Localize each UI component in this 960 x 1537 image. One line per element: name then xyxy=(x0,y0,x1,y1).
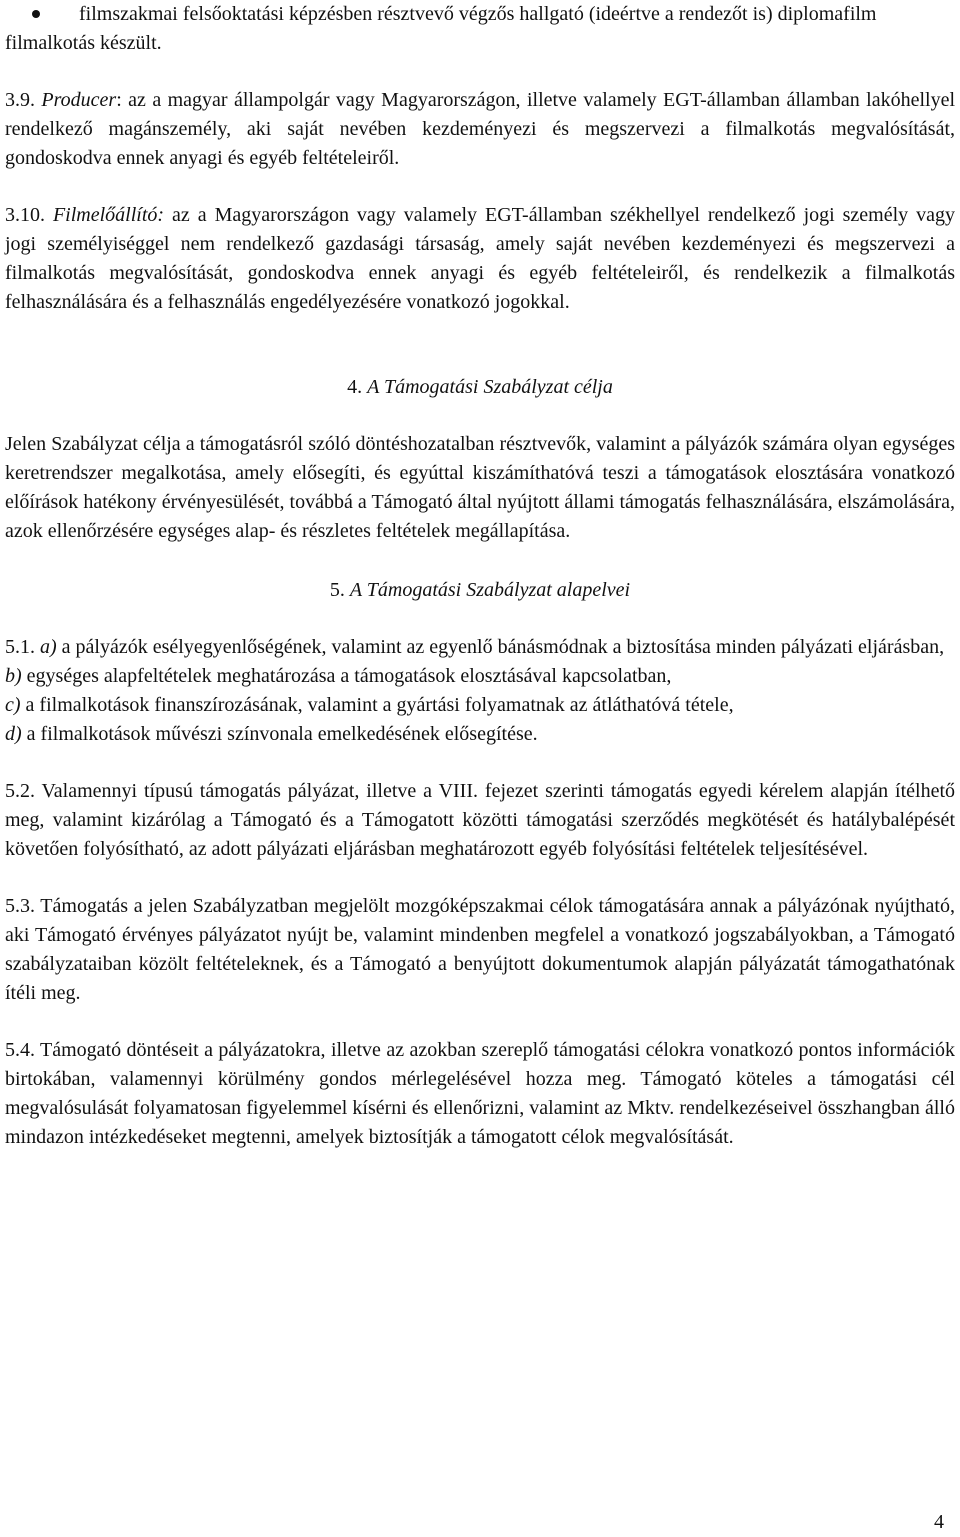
bullet-text xyxy=(5,0,955,58)
paragraph-5-1-b xyxy=(5,662,955,691)
document-page xyxy=(5,0,955,1152)
paragraph-5-1-c xyxy=(5,691,955,720)
paragraph-5-4: 5.4. Támogató döntéseit a pályázatokra, illetve az azokban szereplő támogatási célokra vonatkozó pontos információk birtokában, valamennyi körülmény gondos mérlegelésével hozza meg. Támogató köteles a támogatási cél megvalósulását folyamatosan figyelemmel kísérni és ellenőrizni, valamint az Mktv. rendelkezéseivel összhangban álló mindazon intézkedéseket megtenni, amelyek biztosítják a támogatott célok megvalósítását. xyxy=(5,1039,955,1148)
section-number: 5. xyxy=(329,579,345,601)
section-4-body: Jelen Szabályzat célja a támogatásról szóló döntéshozatalban résztvevők, valamint a pályázók számára olyan egységes keretrendszer megalkotása, amely elősegíti, és egyúttal kiszámíthatóvá teszi a támogatások elosztására vonatkozó előírások hatékony érvényesülését, továbbá a Támogató által nyújtott állami támogatás felhasználására, elszámolására, azok ellenőrzésére egységes alap- és részletes feltételek megállapítása. xyxy=(5,433,955,542)
list-label: d) xyxy=(5,723,22,745)
definition-text: az a Magyarországon vagy valamely EGT-államban székhellyel rendelkező jogi személy vagy jogi személyiséggel nem rendelkező gazdasági társaság, amely saját nevében kezdeményezi és megszervezi a filmalkotás megvalósítását, gondoskodva ennek anyagi és egyéb feltételeiről, és rendelkezik a filmalkotás felhasználására és a felhasználás engedélyezésére vonatkozó jogokkal. xyxy=(5,204,955,313)
definition-filmeloallito xyxy=(5,201,955,317)
bullet-line-1: filmszakmai felsőoktatási képzésben résztvevő végzős hallgató (ideértve a rendezőt is) diplomafilm xyxy=(79,3,877,25)
paragraph-5-1-a xyxy=(5,633,955,662)
page-number: 4 xyxy=(934,1511,944,1533)
list-text: egységes alapfeltételek meghatározása a támogatások elosztásával kapcsolatban, xyxy=(21,665,672,687)
section-number: 4. xyxy=(347,376,363,398)
definition-term: Filmelőállító: xyxy=(52,204,165,226)
list-text: a pályázók esélyegyenlőségének, valamint az egyenlő bánásmódnak a biztosítása minden pályázati eljárásban, xyxy=(56,636,945,658)
definition-text: : az a magyar állampolgár vagy Magyarországon, illetve valamely EGT-államban államban lakóhellyel rendelkező magánszemély, aki saját nevében kezdeményezi és megszervezi a filmalkotás megvalósítását, gondoskodva ennek anyagi és egyéb feltételeiről. xyxy=(5,89,956,169)
bullet-dot-icon xyxy=(32,10,40,18)
paragraph-5-1-d xyxy=(5,720,955,749)
section-title: A Támogatási Szabályzat alapelvei xyxy=(349,579,631,601)
list-text: a filmalkotások finanszírozásának, valamint a gyártási folyamatnak az átláthatóvá tétele, xyxy=(20,694,734,716)
list-label: b) xyxy=(5,665,22,687)
paragraph-5-1 xyxy=(5,633,955,749)
section-5-heading xyxy=(5,576,955,605)
definition-producer xyxy=(5,86,955,173)
bullet-item xyxy=(5,0,955,58)
definition-term: Producer xyxy=(41,89,117,111)
section-title: A Támogatási Szabályzat célja xyxy=(367,376,613,398)
bullet-line-2: filmalkotás készült. xyxy=(5,32,162,54)
paragraph-number: 5.1. xyxy=(5,636,35,658)
list-text: a filmalkotások művészi színvonala emelkedésének elősegítése. xyxy=(21,723,538,745)
definition-number: 3.10. xyxy=(5,204,45,226)
paragraph-5-2: 5.2. Valamennyi típusú támogatás pályázat, illetve a VIII. fejezet szerinti támogatás egyedi kérelem alapján ítélhető meg, valamint kizárólag a Támogató és a Támogatott közötti támogatási szerződés megkötését és hatálybalépését követően folyósítható, az adott pályázati eljárásban meghatározott egyéb folyósítási feltételek teljesítésével. xyxy=(5,780,955,860)
paragraph-5-3: 5.3. Támogatás a jelen Szabályzatban megjelölt mozgóképszakmai célok támogatására annak a pályázónak nyújtható, aki Támogató érvényes pályázatot nyújt be, valamint mindenben megfelel a vonatkozó jogszabályokban, a Támogató szabályzataiban közölt feltételeknek, és a Támogató a benyújtott dokumentumok alapján pályázatát támogathatónak ítéli meg. xyxy=(5,895,955,1004)
section-4-heading xyxy=(5,373,955,402)
definition-number: 3.9. xyxy=(5,89,35,111)
list-label: c) xyxy=(5,694,21,716)
list-label: a) xyxy=(40,636,57,658)
